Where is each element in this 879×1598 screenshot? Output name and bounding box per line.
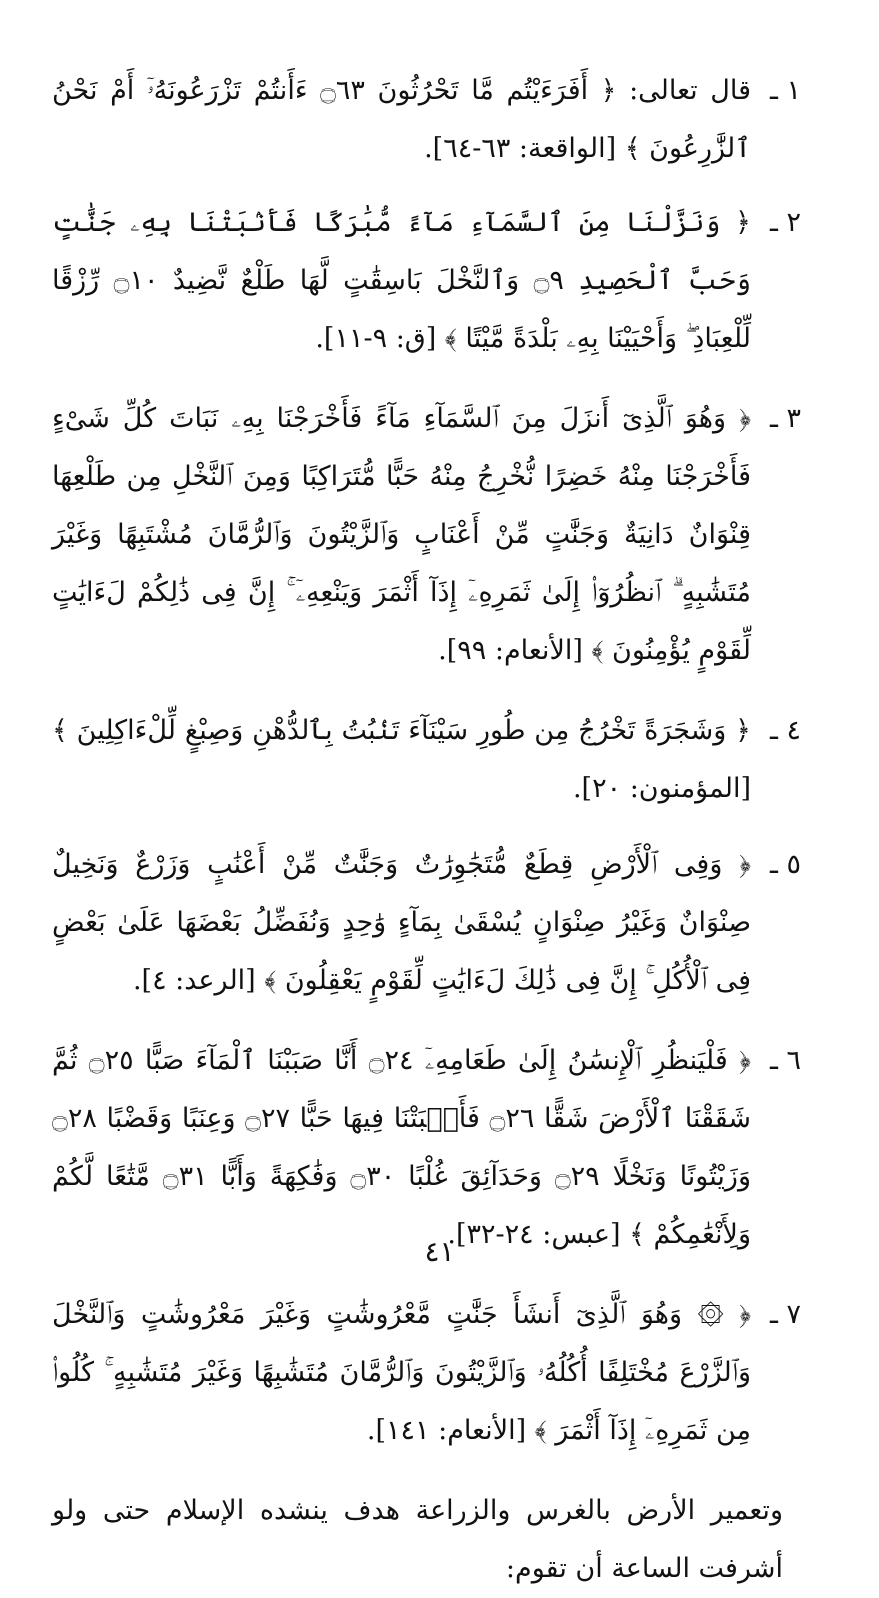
item-text: ﴿ فَلْيَنظُرِ ٱلْإِنسَٰنُ إِلَىٰ طَعَامِهِۦٓ ۝٢٤ أَنَّا صَبَبْنَا ٱلْمَآءَ صَبًّا ۝٢٥ ثُمَّ شَقَقْنَا ٱلْأَرْضَ شَقًّا ۝٢٦ فَأَنۢبَتْنَا فِيهَا حَبًّا ۝٢٧ وَعِنَبًا وَقَضْبًا ۝٢٨ وَزَيْتُونًا وَنَخْلًا ۝٢٩ وَحَدَآئِقَ غُلْبًا ۝٣٠ وَفَٰكِهَةً وَأَبًّا ۝٣١ مَّتَٰعًا لَّكُمْ وَلِأَنْعَٰمِكُمْ ﴾ [عبس: ٢٤-٣٢].	[52, 1045, 752, 1250]
verse-item-3	[52, 390, 801, 680]
item-text: ﴿ وَشَجَرَةً تَخْرُجُ مِن طُورِ سَيْنَآءَ تَنۢبُتُ بِٱلدُّهْنِ وَصِبْغٍ لِّلْءَاكِلِينَ ﴾ [المؤمنون: ٢٠].	[52, 715, 751, 804]
item-number: ٢ ـ	[769, 207, 801, 238]
item-number: ١ ـ	[769, 75, 801, 106]
item-text: ﴿ ۞ وَهُوَ ٱلَّذِىٓ أَنشَأَ جَنَّٰتٍ مَّعْرُوشَٰتٍ وَغَيْرَ مَعْرُوشَٰتٍ وَٱلنَّخْلَ وَٱلزَّرْعَ مُخْتَلِفًا أُكُلُهُۥ وَٱلزَّيْتُونَ وَٱلرُّمَّانَ مُتَشَٰبِهًا وَغَيْرَ مُتَشَٰبِهٍ ۚ كُلُوا۟ مِن ثَمَرِهِۦٓ إِذَآ أَثْمَرَ ﴾ [الأنعام: ١٤١].	[52, 1299, 751, 1446]
item-number: ٦ ـ	[769, 1045, 801, 1076]
verse-item-6	[52, 1032, 801, 1264]
item-text: قال تعالى: ﴿ أَفَرَءَيْتُم مَّا تَحْرُثُونَ ۝٦٣ ءَأَنتُمْ تَزْرَعُونَهُۥٓ أَمْ نَحْنُ ٱلزَّٰرِعُونَ ﴾ [الواقعة: ٦٣-٦٤].	[52, 75, 751, 164]
item-number: ٤ ـ	[769, 715, 801, 746]
item-number: ٥ ـ	[769, 849, 801, 880]
verse-item-5	[52, 836, 801, 1010]
body-paragraph: وتعمير الأرض بالغرس والزراعة هدف ينشده الإسلام حتى ولو أشرفت الساعة أن تقوم:	[52, 1495, 783, 1584]
item-text: ﴿ وَنَزَّلْنَا مِنَ ٱلسَّمَآءِ مَآءً مُّبَٰرَكًا فَأَنۢبَتْنَا بِهِۦ جَنَّٰتٍ وَحَبَّ ٱلْحَصِيدِ ۝٩ وَٱلنَّخْلَ بَاسِقَٰتٍ لَّهَا طَلْعٌ نَّضِيدٌ ۝١٠ رِّزْقًا لِّلْعِبَادِ ۖ وَأَحْيَيْنَا بِهِۦ بَلْدَةً مَّيْتًا ﴾ [ق: ٩-١١].	[52, 207, 751, 354]
verse-item-4	[52, 702, 801, 818]
item-number: ٧ ـ	[769, 1299, 801, 1330]
page-number: ٤١	[424, 1235, 455, 1268]
item-text: ﴿ وَهُوَ ٱلَّذِىٓ أَنزَلَ مِنَ ٱلسَّمَآءِ مَآءً فَأَخْرَجْنَا بِهِۦ نَبَاتَ كُلِّ شَىْءٍ فَأَخْرَجْنَا مِنْهُ خَضِرًا نُّخْرِجُ مِنْهُ حَبًّا مُّتَرَاكِبًا وَمِنَ ٱلنَّخْلِ مِن طَلْعِهَا قِنْوَانٌ دَانِيَةٌ وَجَنَّٰتٍ مِّنْ أَعْنَابٍ وَٱلزَّيْتُونَ وَٱلرُّمَّانَ مُشْتَبِهًا وَغَيْرَ مُتَشَٰبِهٍ ۗ ٱنظُرُوٓا۟ إِلَىٰ ثَمَرِهِۦٓ إِذَآ أَثْمَرَ وَيَنْعِهِۦٓ ۚ إِنَّ فِى ذَٰلِكُمْ لَءَايَٰتٍ لِّقَوْمٍ يُؤْمِنُونَ ﴾ [الأنعام: ٩٩].	[52, 403, 751, 666]
item-number: ٣ ـ	[769, 403, 801, 434]
item-text: ﴿ وَفِى ٱلْأَرْضِ قِطَعٌ مُّتَجَٰوِرَٰتٌ وَجَنَّٰتٌ مِّنْ أَعْنَٰبٍ وَزَرْعٌ وَنَخِيلٌ صِنْوَانٌ وَغَيْرُ صِنْوَانٍ يُسْقَىٰ بِمَآءٍ وَٰحِدٍ وَنُفَضِّلُ بَعْضَهَا عَلَىٰ بَعْضٍ فِى ٱلْأُكُلِ ۚ إِنَّ فِى ذَٰلِكَ لَءَايَٰتٍ لِّقَوْمٍ يَعْقِلُونَ ﴾ [الرعد: ٤].	[52, 849, 751, 996]
verse-item-1	[52, 62, 801, 178]
verse-item-7	[52, 1286, 801, 1460]
verse-item-2	[52, 194, 801, 368]
